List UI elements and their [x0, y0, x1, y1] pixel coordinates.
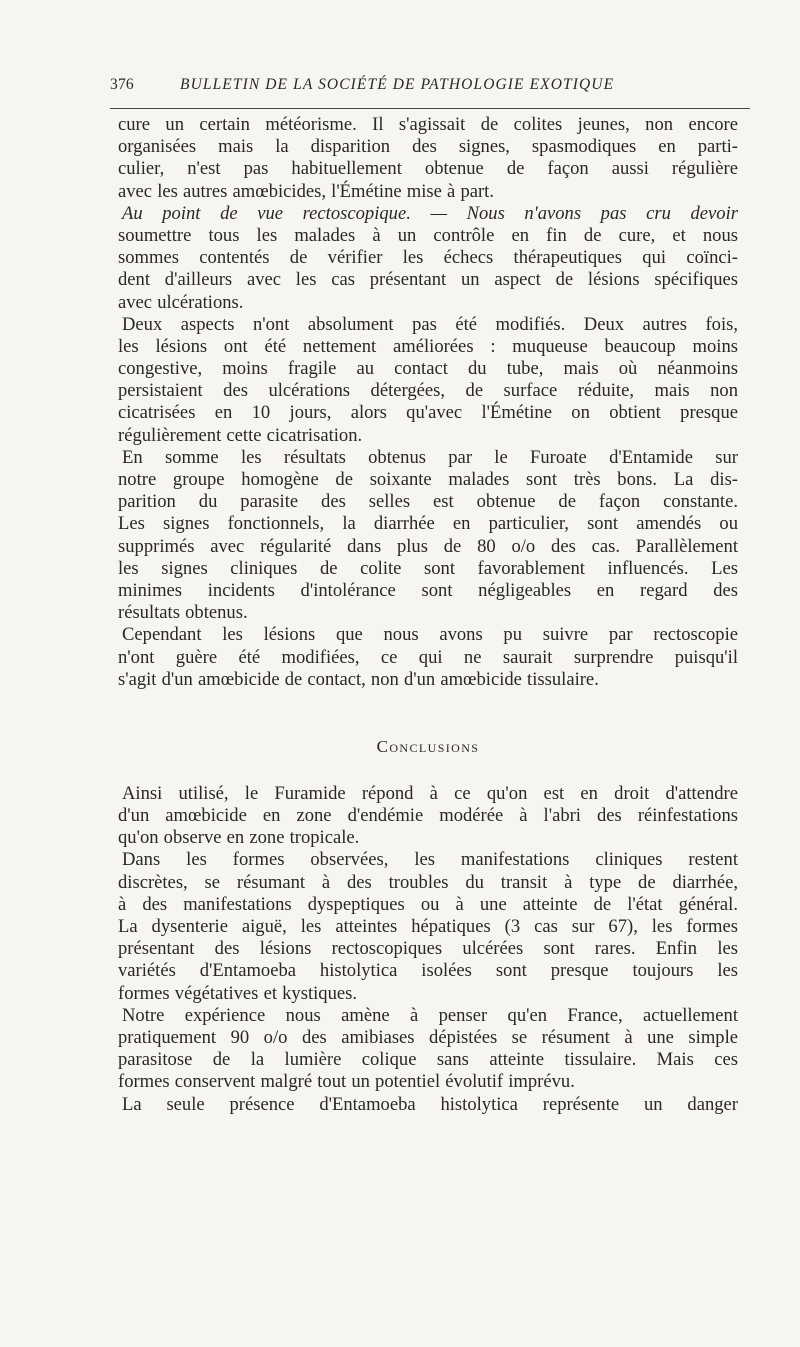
text-line: notre groupe homogène de soixante malades sont très bons. La dis-	[118, 469, 738, 490]
text-line: les signes cliniques de colite sont favorablement influencés. Les	[118, 557, 738, 579]
text-line: s'agit d'un amœbicide de contact, non d'un amœbicide tissulaire.	[118, 668, 599, 690]
text-line: parasitose de la lumière colique sans atteinte tissulaire. Mais ces	[118, 1049, 738, 1071]
text-line: qu'on observe en zone tropicale.	[118, 827, 360, 849]
text-line: cicatrisées en 10 jours, alors qu'avec l'Émétine on obtient presque	[118, 402, 738, 424]
header-divider	[110, 108, 750, 109]
text-line: parition du parasite des selles est obtenue de façon constante.	[118, 491, 738, 513]
text-line: régulièrement cette cicatrisation.	[118, 424, 363, 446]
text-line: persistaient des ulcérations détergées, de surface réduite, mais non	[118, 380, 738, 402]
text-line: cure un certain météorisme. Il s'agissait de colites jeunes, non encore	[118, 114, 738, 135]
text-line: organisées mais la disparition des signes, spasmodiques en parti-	[118, 136, 738, 158]
text-line: présentant des lésions rectoscopiques ulcérées sont rares. Enfin les	[118, 938, 738, 960]
section-heading: Conclusions	[376, 736, 480, 756]
text-line: à des manifestations dyspeptiques ou à une atteinte de l'état général.	[118, 893, 738, 915]
text-line: dent d'ailleurs avec les cas présentant un aspect de lésions spécifiques	[118, 269, 738, 291]
text-line: Dans les formes observées, les manifestations cliniques restent	[122, 849, 738, 871]
text-line: Les signes fonctionnels, la diarrhée en particulier, sont amendés ou	[118, 513, 738, 535]
text-line: formes conservent malgré tout un potentiel évolutif imprévu.	[118, 1071, 575, 1093]
text-line: congestive, moins fragile au contact du tube, mais où néanmoins	[118, 358, 738, 380]
text-line: d'un amœbicide en zone d'endémie modérée à l'abri des réinfestations	[118, 805, 738, 827]
text-line: minimes incidents d'intolérance sont négligeables en regard des	[118, 579, 738, 601]
text-line: Deux aspects n'ont absolument pas été modifiés. Deux autres fois,	[122, 313, 738, 335]
text-line: formes végétatives et kystiques.	[118, 982, 358, 1004]
text-line: pratiquement 90 o/o des amibiases dépistées se résument à une simple	[118, 1026, 738, 1048]
text-line: soumettre tous les malades à un contrôle en fin de cure, et nous	[118, 224, 738, 246]
text-line: discrètes, se résumant à des troubles du transit à type de diarrhée,	[118, 871, 738, 893]
text-line: variétés d'Entamoeba histolytica isolées sont presque toujours les	[118, 960, 738, 982]
text-line: n'ont guère été modifiées, ce qui ne saurait surprendre puisqu'il	[118, 646, 738, 668]
text-line: supprimés avec régularité dans plus de 80 o/o des cas. Parallèlement	[118, 535, 738, 557]
text-line: culier, n'est pas habituellement obtenue de façon aussi régulière	[118, 158, 738, 180]
text-line: Au point de vue rectoscopique. — Nous n'avons pas cru devoir	[122, 202, 738, 224]
text-line: La dysenterie aiguë, les atteintes hépatiques (3 cas sur 67), les formes	[118, 916, 738, 937]
text-line: Cependant les lésions que nous avons pu suivre par rectoscopie	[122, 624, 738, 646]
text-line: avec les autres amœbicides, l'Émétine mise à part.	[118, 180, 495, 202]
journal-title: BULLETIN DE LA SOCIÉTÉ DE PATHOLOGIE EXOTIQUE	[180, 76, 615, 93]
running-head	[110, 76, 750, 100]
text-line: Notre expérience nous amène à penser qu'en France, actuellement	[122, 1004, 738, 1026]
section-spacer	[118, 691, 738, 735]
page-number: 376	[110, 76, 134, 93]
text-line: En somme les résultats obtenus par le Furoate d'Entamide sur	[122, 446, 738, 468]
text-line: avec ulcérations.	[118, 291, 244, 313]
text-line: sommes contentés de vérifier les échecs thérapeutiques qui coïnci-	[118, 247, 738, 269]
text-line: résultats obtenus.	[118, 602, 248, 624]
body-text	[118, 114, 738, 1116]
text-line: La seule présence d'Entamoeba histolytica représente un danger	[122, 1093, 738, 1115]
text-line: Ainsi utilisé, le Furamide répond à ce qu'on est en droit d'attendre	[122, 782, 738, 804]
text-line: les lésions ont été nettement améliorées : muqueuse beaucoup moins	[118, 335, 738, 357]
